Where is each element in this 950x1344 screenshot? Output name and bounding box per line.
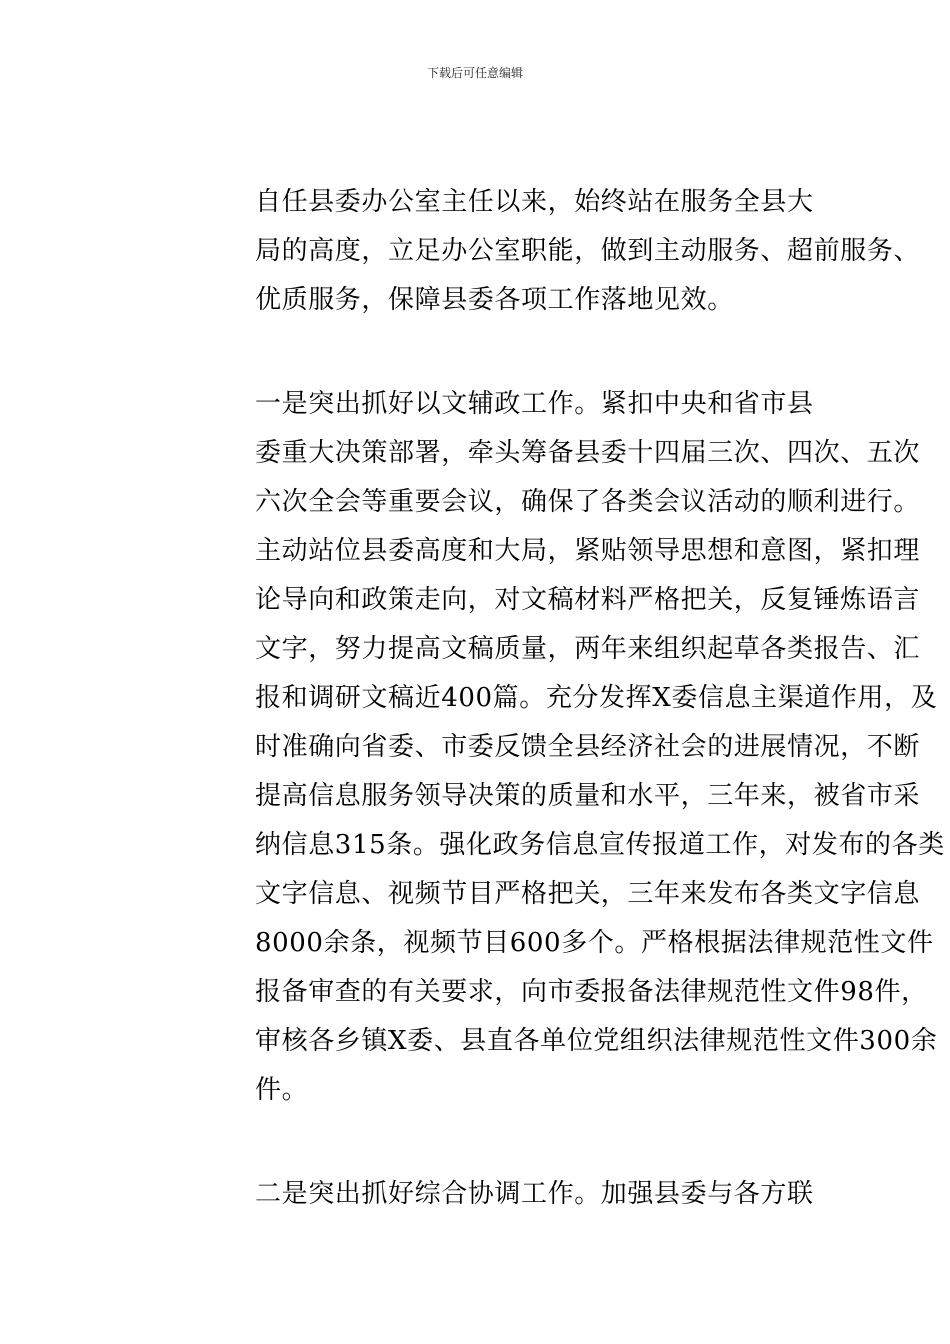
text-line: 8000余条，视频节目600多个。严格根据法律规范性文件 [255,928,934,958]
paragraph-coordination-work [147,1170,814,1219]
text-line: 优质服务，保障县委各项工作落地见效。 [255,285,734,315]
paragraph-intro [147,178,921,325]
text-line: 一是突出抓好以文辅政工作。紧扣中央和省市县 [255,389,814,419]
document-body [147,178,945,1219]
text-line: 件。 [255,1075,309,1105]
text-line: 纳信息315条。强化政务信息宣传报道工作，对发布的各类 [255,830,945,860]
text-line: 自任县委办公室主任以来，始终站在服务全县大 [255,187,814,217]
text-line: 审核各乡镇X委、县直各单位党组织法律规范性文件300余 [255,1026,938,1056]
text-line: 局的高度，立足办公室职能，做到主动服务、超前服务、 [255,236,921,266]
text-line: 论导向和政策走向，对文稿材料严格把关，反复锤炼语言 [255,585,921,615]
text-line: 委重大决策部署，牵头筹备县委十四届三次、四次、五次 [255,438,921,468]
text-line: 二是突出抓好综合协调工作。加强县委与各方联 [255,1179,814,1209]
text-line: 时准确向省委、市委反馈全县经济社会的进展情况，不断 [255,732,921,762]
text-line: 提高信息服务领导决策的质量和水平，三年来，被省市采 [255,781,921,811]
text-line: 主动站位县委高度和大局，紧贴领导思想和意图，紧扣理 [255,536,921,566]
text-line: 报和调研文稿近400篇。充分发挥X委信息主渠道作用，及 [255,683,938,713]
text-line: 文字信息、视频节目严格把关，三年来发布各类文字信息 [255,879,921,909]
paragraph-writing-work [147,380,945,1115]
text-line: 六次全会等重要会议，确保了各类会议活动的顺利进行。 [255,487,921,517]
text-line: 报备审查的有关要求，向市委报备法律规范性文件98件， [255,977,928,1007]
text-line: 文字，努力提高文稿质量，两年来组织起草各类报告、汇 [255,634,921,664]
page-header: 下载后可任意编辑 [426,66,523,80]
